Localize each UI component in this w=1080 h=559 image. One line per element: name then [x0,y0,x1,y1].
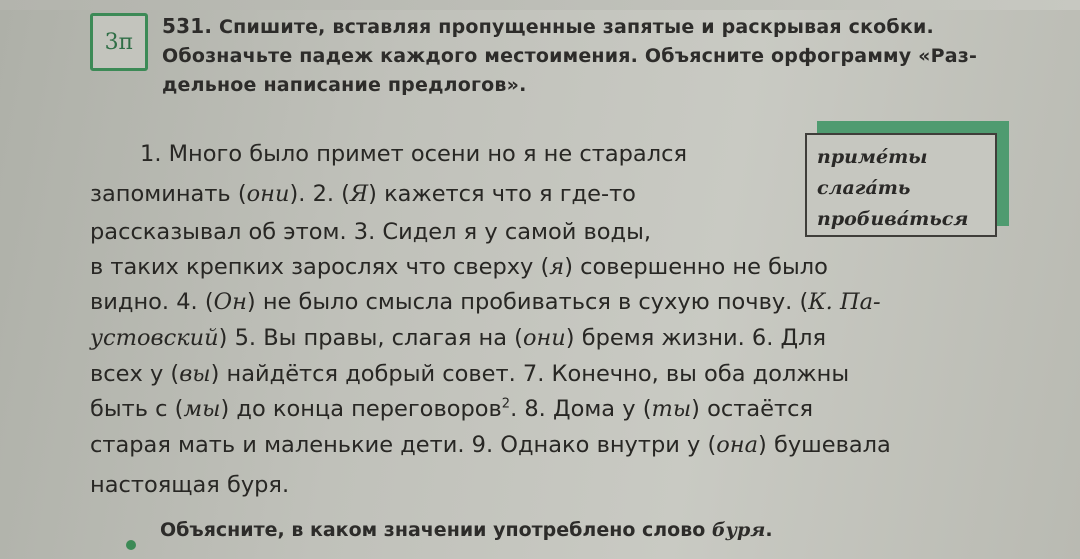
pronoun: вы [179,361,211,387]
text-line-10 [90,472,289,498]
vocab-word: пробива́ться [817,208,969,230]
text-fragment: настоящая буря. [90,472,290,498]
instruction-line-2: Обозначьте падеж каждого местоимения. Объясните орфограмму «Раз- [162,45,978,67]
page-edge [0,0,1080,10]
text-fragment: быть с ( [90,396,184,422]
text-fragment: рассказывал об этом. 3. Сидел я у самой воды, [90,219,652,245]
text-line-3 [90,219,651,245]
text-line-6 [90,325,826,351]
exercise-type-badge: 3п [90,13,148,71]
text-line-9 [90,432,891,458]
text-fragment: всех у ( [90,361,180,387]
instruction-line-1 [162,12,1042,42]
text-line-8 [90,396,813,422]
text-fragment: старая мать и маленькие дети. 9. Однако внутри у ( [90,432,717,458]
pronoun: они [246,181,290,207]
vocab-word: приме́ты [817,146,928,168]
vocab-word: слага́ть [817,177,911,199]
bullet-icon [126,540,136,550]
footnote-mark: 2 [501,396,511,412]
pronoun: они [522,325,566,351]
exercise-number: 531. [162,14,213,38]
text-line-5 [90,289,881,315]
text-fragment: ) бремя жизни. 6. Для [565,325,826,351]
text-fragment: в таких крепких зарослях что сверху ( [90,254,550,280]
pronoun: мы [183,396,221,422]
question-word: буря [711,519,766,541]
text-fragment: запоминать ( [90,181,247,207]
question-end: . [765,519,773,541]
text-fragment: . 8. Дома у ( [510,396,652,422]
text-fragment: ) 5. Вы правы, слагая на ( [218,325,523,351]
vocabulary-box [805,133,997,237]
text-fragment: 1. Много было примет осени но я не старался [140,141,687,167]
follow-up-question [160,519,773,541]
text-fragment: ) совершенно не было [564,254,828,280]
exercise-instruction [162,12,1042,100]
text-fragment: ). 2. ( [289,181,350,207]
text-line-7 [90,361,849,387]
text-fragment: ) бушевала [758,432,891,458]
question-text: Объясните, в каком значении употреблено слово [160,519,712,541]
pronoun: она [716,432,759,458]
text-line-4 [90,254,828,280]
text-line-2 [90,181,636,207]
pronoun: Он [213,289,247,315]
pronoun: ты [651,396,692,422]
pronoun: я [549,254,565,280]
text-fragment: ) до конца переговоров [220,396,502,422]
text-line-1 [140,141,687,167]
pronoun: Я [349,181,369,207]
text-fragment: ) кажется что я где-то [368,181,636,207]
instruction-text-1: Спишите, вставляя пропущенные запятые и раскрывая скобки. [218,16,934,38]
text-fragment: ) остаётся [691,396,813,422]
instruction-line-3: дельное написание предлогов». [162,74,527,96]
text-fragment: видно. 4. ( [90,289,214,315]
text-fragment: ) найдётся добрый совет. 7. Конечно, вы оба должны [210,361,850,387]
author-name: устовский [90,325,219,351]
author-name: К. Па- [808,289,881,315]
text-fragment: ) не было смысла пробиваться в сухую почву. ( [246,289,809,315]
